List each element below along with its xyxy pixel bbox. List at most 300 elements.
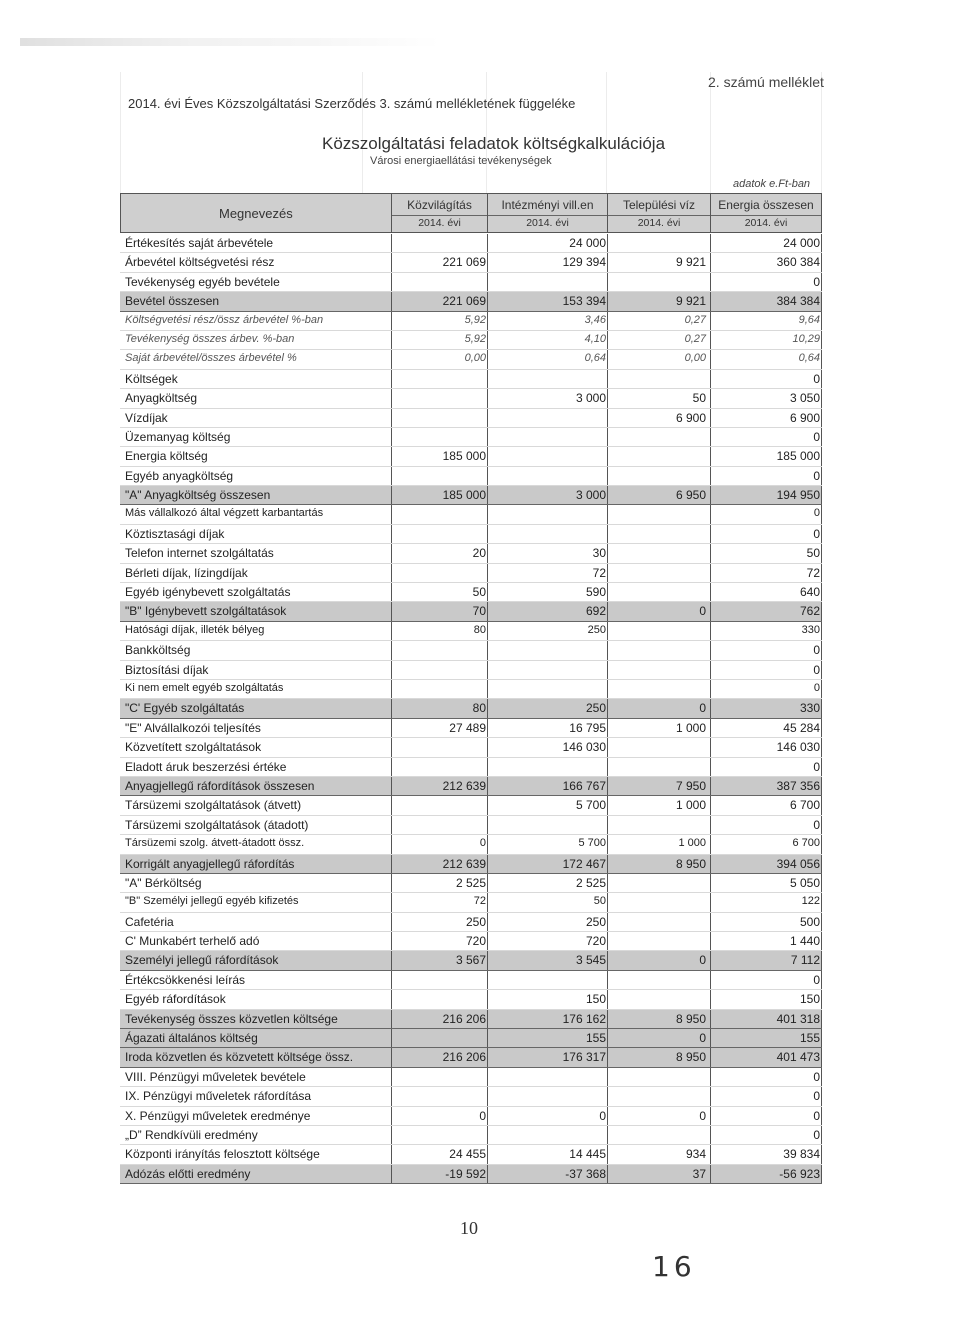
column-separator [391, 1126, 392, 1144]
value-osszesen: 122 [801, 895, 820, 908]
value-kozvilagitas: 0,00 [464, 352, 486, 365]
value-telepulesi-viz: 1 000 [675, 720, 706, 735]
row-label: Üzemanyag költség [125, 429, 231, 444]
row-label: Társüzemi szolgáltatások (átvett) [125, 798, 302, 813]
column-separator [391, 913, 392, 931]
value-intezmenyi: 5 700 [575, 798, 606, 813]
value-osszesen: 194 950 [776, 488, 820, 503]
value-telepulesi-viz: 0,27 [684, 313, 706, 326]
column-separator [391, 1165, 392, 1183]
table-row [120, 758, 822, 777]
value-intezmenyi: 50 [593, 895, 606, 908]
unit-note: adatok e.Ft-ban [733, 178, 811, 190]
table-row [120, 253, 822, 272]
column-separator [821, 913, 822, 931]
column-separator [391, 331, 392, 349]
column-separator [487, 1165, 488, 1183]
column-separator [487, 835, 488, 853]
column-separator [821, 389, 822, 407]
column-separator [607, 641, 608, 659]
row-label: "C' Egyéb szolgáltatás [125, 701, 245, 716]
value-kozvilagitas: 80 [473, 623, 486, 636]
column-separator [710, 796, 711, 814]
value-osszesen: 0,64 [798, 352, 820, 365]
column-separator [391, 564, 392, 582]
table-row [120, 409, 822, 428]
value-osszesen: 0 [813, 817, 820, 832]
row-label: Köztisztasági díjak [125, 526, 225, 541]
column-separator [710, 971, 711, 989]
value-osszesen: 762 [799, 604, 820, 619]
value-intezmenyi: 150 [585, 992, 606, 1007]
column-separator [607, 777, 608, 795]
header-col-4-year: 2014. évi [711, 215, 821, 229]
value-intezmenyi: 14 445 [569, 1147, 606, 1162]
table-row [120, 389, 822, 408]
column-separator [710, 486, 711, 504]
value-osszesen: 72 [806, 565, 820, 580]
column-separator [391, 389, 392, 407]
column-separator [821, 990, 822, 1008]
column-separator [487, 913, 488, 931]
column-separator [821, 1165, 822, 1183]
value-osszesen: 24 000 [783, 236, 820, 250]
column-separator [391, 641, 392, 659]
table-row [120, 680, 822, 699]
value-osszesen: 6 900 [789, 410, 820, 425]
value-telepulesi-viz: 37 [692, 1166, 706, 1181]
column-separator [487, 758, 488, 776]
column-separator [821, 893, 822, 911]
column-separator [607, 253, 608, 271]
value-intezmenyi: 72 [592, 565, 606, 580]
table-row [120, 1145, 822, 1164]
column-separator [710, 932, 711, 950]
value-osszesen: 401 473 [776, 1050, 820, 1065]
table-row [120, 505, 822, 524]
value-kozvilagitas: 5,92 [464, 332, 486, 345]
column-separator [487, 253, 488, 271]
column-separator [487, 1087, 488, 1105]
table-row [120, 486, 822, 505]
value-intezmenyi: 250 [585, 914, 606, 929]
value-kozvilagitas: 185 000 [442, 488, 486, 503]
row-label: Hatósági díjak, illeték bélyeg [125, 623, 265, 636]
value-osszesen: 6 700 [792, 837, 820, 850]
value-intezmenyi: 720 [585, 934, 606, 949]
value-telepulesi-viz: 7 950 [675, 778, 706, 793]
value-osszesen: 0 [813, 468, 820, 483]
column-separator [821, 505, 822, 523]
table-row [120, 719, 822, 738]
header-col-1-year: 2014. évi [392, 215, 487, 229]
column-separator [391, 525, 392, 543]
row-label: Tevékenység összes közvetlen költsége [125, 1011, 338, 1026]
value-kozvilagitas: 250 [465, 914, 486, 929]
value-kozvilagitas: 24 455 [449, 1147, 486, 1162]
table-row [120, 874, 822, 893]
column-separator [710, 273, 711, 291]
column-separator [821, 641, 822, 659]
row-label: Cafetéria [125, 914, 174, 929]
value-telepulesi-viz: 0 [699, 953, 706, 968]
value-intezmenyi: 172 467 [562, 856, 606, 871]
column-separator [607, 292, 608, 310]
column-separator [710, 1029, 711, 1047]
row-label: Más vállalkozó által végzett karbantartás [125, 507, 324, 520]
document-title: Közszolgáltatási feladatok költségkalkulációja [322, 134, 666, 153]
value-intezmenyi: 155 [585, 1031, 606, 1046]
value-kozvilagitas: 2 525 [455, 875, 486, 890]
row-label: Korrigált anyagjellegű ráfordítás [125, 856, 295, 871]
row-label: „D” Rendkívüli eredmény [125, 1127, 258, 1142]
column-separator [710, 855, 711, 873]
value-kozvilagitas: 221 069 [442, 294, 486, 309]
table-row [120, 622, 822, 641]
value-osszesen: 3 050 [789, 391, 820, 406]
column-separator [821, 1010, 822, 1028]
column-separator [391, 486, 392, 504]
column-separator [487, 505, 488, 523]
column-separator [821, 971, 822, 989]
value-kozvilagitas: 27 489 [449, 720, 486, 735]
value-telepulesi-viz: 934 [685, 1147, 706, 1162]
value-kozvilagitas: 5,92 [464, 313, 486, 326]
row-label: Telefon internet szolgáltatás [125, 546, 274, 561]
value-osszesen: 330 [799, 701, 820, 716]
table-row [120, 467, 822, 486]
column-separator [821, 312, 822, 330]
row-label: Anyagköltség [125, 391, 198, 406]
value-intezmenyi: 2 525 [575, 875, 606, 890]
column-separator [607, 564, 608, 582]
column-separator [391, 758, 392, 776]
column-separator [487, 1107, 488, 1125]
column-separator [607, 1145, 608, 1163]
table-row [120, 738, 822, 757]
table-row [120, 234, 822, 253]
column-separator [607, 835, 608, 853]
value-osszesen: 0 [813, 1069, 820, 1084]
row-label: Bérleti díjak, lízingdíjak [125, 565, 248, 580]
value-osszesen: 387 356 [776, 778, 820, 793]
column-separator [710, 1145, 711, 1163]
column-separator [391, 971, 392, 989]
row-label: Bankköltség [125, 643, 191, 658]
cost-table-body [120, 234, 822, 1184]
column-separator [821, 253, 822, 271]
column-separator [391, 1068, 392, 1086]
annex-label: 2. számú melléklet [708, 74, 824, 90]
column-separator [607, 1068, 608, 1086]
document-subtitle: 2014. évi Éves Közszolgáltatási Szerződés 3. számú mellékletének függeléke [128, 96, 576, 111]
value-telepulesi-viz: 0 [699, 701, 706, 716]
column-separator [487, 1010, 488, 1028]
row-label: Árbevétel költségvetési rész [125, 255, 275, 270]
value-kozvilagitas: 221 069 [442, 255, 486, 270]
column-separator [710, 602, 711, 620]
column-separator [710, 738, 711, 756]
value-osszesen: 0 [813, 681, 820, 694]
value-intezmenyi: 250 [585, 701, 606, 716]
column-separator [710, 641, 711, 659]
column-separator [821, 486, 822, 504]
column-separator [391, 350, 392, 368]
column-separator [487, 350, 488, 368]
value-kozvilagitas: 70 [472, 604, 486, 619]
table-row [120, 641, 822, 660]
column-separator [487, 893, 488, 911]
column-separator [391, 1145, 392, 1163]
table-row [120, 816, 822, 835]
value-osszesen: 0 [813, 526, 820, 541]
column-separator [391, 777, 392, 795]
value-osszesen: 360 384 [776, 255, 820, 270]
value-intezmenyi: 153 394 [562, 294, 606, 309]
column-separator [607, 1029, 608, 1047]
row-label: Költségek [125, 371, 178, 386]
value-intezmenyi: 590 [585, 585, 606, 600]
value-intezmenyi: 166 767 [562, 778, 606, 793]
column-separator [487, 409, 488, 427]
column-separator [821, 1068, 822, 1086]
row-label: Vízdíjak [125, 410, 168, 425]
header-col-2 [487, 193, 608, 233]
column-separator [710, 699, 711, 717]
column-separator [391, 816, 392, 834]
value-osszesen: 6 700 [789, 798, 820, 813]
value-intezmenyi: 3,46 [584, 313, 606, 326]
table-row [120, 1126, 822, 1145]
column-separator [607, 1087, 608, 1105]
column-separator [487, 622, 488, 640]
value-telepulesi-viz: 0 [699, 1031, 706, 1046]
column-separator [487, 932, 488, 950]
column-separator [607, 719, 608, 737]
value-osszesen: 0 [813, 1089, 820, 1104]
page-number: 10 [460, 1218, 478, 1238]
column-separator [710, 951, 711, 969]
row-label: "B" Igénybevett szolgáltatások [125, 604, 287, 619]
column-separator [710, 505, 711, 523]
column-separator [710, 913, 711, 931]
column-separator [607, 312, 608, 330]
column-separator [607, 583, 608, 601]
value-osszesen: 0 [813, 274, 820, 289]
value-telepulesi-viz: 8 950 [675, 856, 706, 871]
column-separator [391, 1010, 392, 1028]
row-label: Költségvetési rész/össz árbevétel %-ban [125, 313, 324, 326]
column-separator [391, 467, 392, 485]
column-separator [487, 1126, 488, 1144]
column-separator [821, 370, 822, 388]
column-separator [821, 835, 822, 853]
header-col-2-year: 2014. évi [488, 215, 607, 229]
value-telepulesi-viz: 6 950 [675, 488, 706, 503]
column-separator [607, 428, 608, 446]
column-separator [487, 544, 488, 562]
row-label: Egyéb anyagköltség [125, 468, 234, 483]
row-label: C' Munkabért terhelő adó [125, 934, 260, 949]
column-separator [607, 622, 608, 640]
value-telepulesi-viz: 8 950 [675, 1050, 706, 1065]
column-separator [607, 951, 608, 969]
value-intezmenyi: 3 000 [575, 391, 606, 406]
value-intezmenyi: 3 545 [575, 953, 606, 968]
column-separator [607, 331, 608, 349]
column-separator [710, 893, 711, 911]
value-telepulesi-viz: 0,27 [684, 332, 706, 345]
value-telepulesi-viz: 9 921 [675, 294, 706, 309]
column-separator [487, 467, 488, 485]
column-separator [487, 738, 488, 756]
column-separator [821, 1145, 822, 1163]
value-osszesen: 0 [813, 643, 820, 658]
column-separator [821, 738, 822, 756]
value-intezmenyi: 146 030 [562, 740, 606, 755]
value-kozvilagitas: 72 [473, 895, 486, 908]
column-separator [710, 350, 711, 368]
column-separator [710, 1010, 711, 1028]
table-row [120, 292, 822, 311]
row-label: Társüzemi szolgáltatások (átadott) [125, 817, 309, 832]
column-separator [710, 389, 711, 407]
value-intezmenyi: 250 [587, 623, 606, 636]
value-kozvilagitas: 0 [479, 837, 486, 850]
column-separator [487, 564, 488, 582]
column-separator [710, 253, 711, 271]
column-separator [710, 719, 711, 737]
column-separator [710, 525, 711, 543]
column-separator [607, 1165, 608, 1183]
table-row [120, 951, 822, 970]
column-separator [607, 544, 608, 562]
row-label: X. Pénzügyi műveletek eredménye [125, 1108, 311, 1123]
value-intezmenyi: 0 [599, 1108, 606, 1123]
column-separator [391, 738, 392, 756]
column-separator [487, 719, 488, 737]
table-row [120, 835, 822, 854]
column-separator [821, 816, 822, 834]
column-separator [710, 1165, 711, 1183]
value-intezmenyi: 176 317 [562, 1050, 606, 1065]
row-label: Központi irányítás felosztott költsége [125, 1147, 320, 1162]
value-kozvilagitas: -19 592 [445, 1166, 486, 1181]
value-telepulesi-viz: 9 921 [675, 255, 706, 270]
value-telepulesi-viz: 1 000 [675, 798, 706, 813]
column-separator [607, 758, 608, 776]
value-osszesen: 0 [813, 429, 820, 444]
column-separator [607, 273, 608, 291]
column-separator [391, 234, 392, 252]
row-label: Egyéb ráfordítások [125, 992, 226, 1007]
value-osszesen: 146 030 [776, 740, 820, 755]
row-label: Tevékenység egyéb bevétele [125, 274, 280, 289]
column-separator [710, 777, 711, 795]
column-separator [391, 796, 392, 814]
row-label: Ki nem emelt egyéb szolgáltatás [125, 681, 284, 694]
column-separator [607, 874, 608, 892]
handwritten-number: 16 [652, 1250, 696, 1283]
header-col-3-title: Települési víz [622, 198, 696, 212]
column-separator [710, 758, 711, 776]
column-separator [607, 525, 608, 543]
value-kozvilagitas: 3 567 [455, 953, 486, 968]
value-osszesen: -56 923 [779, 1166, 820, 1181]
column-separator [391, 699, 392, 717]
value-intezmenyi: 129 394 [562, 255, 606, 270]
column-separator [391, 932, 392, 950]
column-separator [821, 855, 822, 873]
value-telepulesi-viz: 0,00 [684, 352, 706, 365]
column-separator [710, 234, 711, 252]
table-row [120, 312, 822, 331]
column-separator [487, 1068, 488, 1086]
header-col-1 [391, 193, 488, 233]
row-label: Biztosítási díjak [125, 662, 209, 677]
value-osszesen: 0 [813, 972, 820, 987]
column-separator [487, 874, 488, 892]
table-row [120, 273, 822, 292]
table-row [120, 447, 822, 466]
table-row [120, 932, 822, 951]
column-separator [607, 370, 608, 388]
value-osszesen: 500 [799, 914, 820, 929]
column-separator [607, 1010, 608, 1028]
value-osszesen: 394 056 [776, 856, 820, 871]
table-row [120, 855, 822, 874]
value-kozvilagitas: 50 [472, 585, 486, 600]
column-separator [391, 1048, 392, 1066]
column-separator [607, 409, 608, 427]
column-separator [710, 292, 711, 310]
row-label: Anyagjellegű ráfordítások összesen [125, 778, 315, 793]
row-label: Társüzemi szolg. átvett-átadott össz. [125, 837, 305, 850]
table-header [120, 193, 822, 233]
row-label: Értékesítés saját árbevétele [125, 236, 274, 250]
column-separator [710, 1126, 711, 1144]
column-separator [710, 428, 711, 446]
table-row [120, 971, 822, 990]
table-row [120, 893, 822, 912]
column-separator [821, 331, 822, 349]
table-row [120, 796, 822, 815]
header-col-3-year: 2014. évi [608, 215, 710, 229]
column-separator [487, 680, 488, 698]
value-intezmenyi: 16 795 [569, 720, 606, 735]
header-name-cell [120, 193, 392, 233]
column-separator [391, 505, 392, 523]
header-name: Megnevezés [219, 206, 293, 221]
column-separator [607, 350, 608, 368]
value-osszesen: 10,29 [792, 332, 820, 345]
value-osszesen: 640 [799, 585, 820, 600]
column-separator [821, 544, 822, 562]
column-separator [487, 331, 488, 349]
value-intezmenyi: 176 162 [562, 1011, 606, 1026]
column-separator [607, 971, 608, 989]
column-separator [607, 816, 608, 834]
value-osszesen: 155 [799, 1031, 820, 1046]
table-row [120, 331, 822, 350]
column-separator [391, 622, 392, 640]
column-separator [821, 525, 822, 543]
value-osszesen: 0 [813, 1108, 820, 1123]
column-separator [821, 273, 822, 291]
column-separator [391, 409, 392, 427]
value-osszesen: 330 [801, 623, 820, 636]
row-label: Tevékenység összes árbev. %-ban [125, 332, 295, 345]
